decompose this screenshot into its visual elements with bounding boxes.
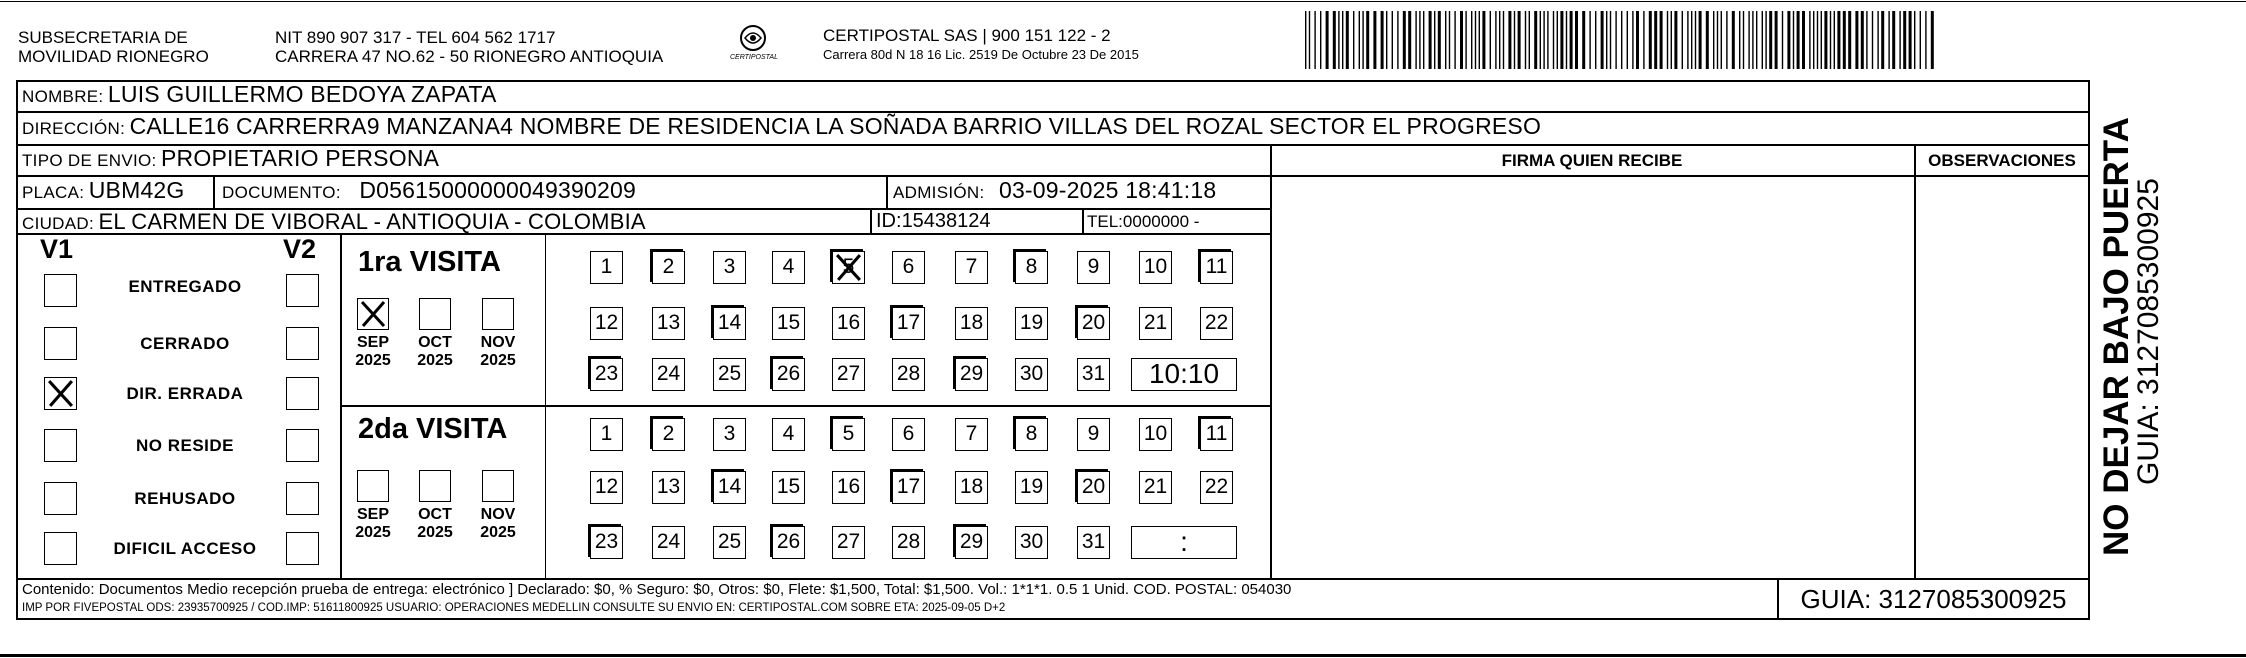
day-box[interactable]: 27: [832, 358, 865, 391]
barcode-bar: [1695, 11, 1696, 69]
day-box[interactable]: 17: [892, 471, 925, 504]
barcode-bar: [1892, 11, 1895, 69]
admission-cell: [893, 177, 1216, 204]
barcode-bar: [1903, 11, 1906, 69]
status-label: DIR. ERRADA: [126, 384, 244, 403]
day-box[interactable]: 28: [892, 358, 925, 391]
divider: [1082, 208, 1084, 233]
day-box[interactable]: 30: [1015, 526, 1048, 559]
barcode-bar: [1861, 11, 1864, 69]
month-year: 2025: [480, 524, 516, 541]
barcode-bar: [1699, 11, 1702, 69]
v2-label: V2: [283, 234, 317, 264]
v1-checkbox[interactable]: [44, 429, 77, 462]
month-checkbox[interactable]: [419, 298, 451, 330]
barcode-bar: [1809, 11, 1810, 69]
v1-checkbox[interactable]: [44, 532, 77, 565]
barcode-bar: [1643, 11, 1644, 69]
id-label: ID:: [876, 210, 902, 232]
top-edge: [0, 1, 2246, 2]
day-box[interactable]: 29: [955, 526, 988, 559]
day-box[interactable]: 22: [1200, 471, 1233, 504]
month-name: SEP: [356, 506, 389, 523]
barcode-bar: [1460, 11, 1463, 69]
month-checkbox[interactable]: [419, 470, 451, 502]
barcode-bar: [1499, 11, 1500, 69]
day-box[interactable]: 6: [892, 418, 925, 451]
barcode-bar: [1914, 11, 1915, 69]
v1-checkbox[interactable]: [44, 482, 77, 515]
barcode-bar: [1756, 11, 1757, 69]
barcode-bar: [1449, 11, 1450, 69]
barcode-bar: [1553, 11, 1554, 69]
barcode-bar: [1834, 11, 1835, 69]
barcode-bar: [1830, 11, 1831, 69]
certipostal-logo: [730, 22, 776, 66]
document-cell: [222, 177, 636, 204]
org-line-1: SUBSECRETARIA DE: [18, 28, 188, 47]
day-box[interactable]: 4: [772, 418, 805, 451]
status-label: REHUSADO: [134, 489, 236, 508]
v1-checkbox[interactable]: [44, 377, 77, 410]
barcode-bar: [1739, 11, 1740, 69]
barcode-bar: [1632, 11, 1633, 69]
barcode-bar: [1787, 11, 1790, 69]
document-label: DOCUMENTO:: [222, 183, 341, 202]
day-box[interactable]: 20: [1077, 307, 1110, 340]
v2-checkbox[interactable]: [286, 327, 319, 360]
day-box[interactable]: 9: [1077, 418, 1110, 451]
barcode-bar: [1490, 11, 1491, 69]
barcode-bar: [1434, 11, 1435, 69]
barcode-bar: [1479, 11, 1480, 69]
day-box[interactable]: 19: [1015, 307, 1048, 340]
send-type-label: TIPO DE ENVIO:: [22, 151, 157, 170]
day-box[interactable]: 19: [1015, 471, 1048, 504]
footer-guia: GUIA: 3127085300925: [1800, 584, 2067, 614]
day-box[interactable]: 25: [713, 526, 746, 559]
recipient-name: LUIS GUILLERMO BEDOYA ZAPATA: [107, 81, 497, 107]
month-year: 2025: [480, 352, 516, 369]
barcode-bar: [1415, 11, 1416, 69]
barcode-bar: [1503, 11, 1504, 69]
barcode-bar: [1888, 11, 1889, 69]
day-box[interactable]: 18: [955, 307, 988, 340]
barcode-bar: [1682, 11, 1683, 69]
day-box[interactable]: 2: [652, 251, 685, 284]
divider: [545, 233, 546, 578]
barcode-bar: [1769, 11, 1772, 69]
day-box[interactable]: 11: [1200, 251, 1233, 284]
month-label: [348, 506, 398, 542]
barcode-bar: [1817, 11, 1818, 69]
barcode-bar: [1333, 11, 1336, 69]
day-box[interactable]: 14: [713, 471, 746, 504]
day-box[interactable]: 16: [832, 471, 865, 504]
barcode-bar: [1373, 11, 1376, 69]
day-box[interactable]: 26: [772, 526, 805, 559]
month-checkbox[interactable]: [482, 470, 514, 502]
barcode-bar: [1925, 11, 1926, 69]
day-box[interactable]: 10: [1139, 418, 1172, 451]
barcode-bar: [1475, 11, 1476, 69]
barcode-bar: [1671, 11, 1672, 69]
barcode-bar: [1305, 11, 1306, 69]
address-label: DIRECCIÓN:: [22, 119, 126, 138]
name-label: NOMBRE:: [22, 87, 104, 106]
id-value: 15438124: [901, 210, 991, 232]
barcode-bar: [1595, 11, 1596, 69]
day-box[interactable]: 5: [832, 418, 865, 451]
day-box[interactable]: 11: [1200, 418, 1233, 451]
barcode-bar: [1397, 11, 1398, 69]
admission-label: ADMISIÓN:: [893, 183, 985, 202]
barcode-bar: [1732, 11, 1735, 69]
day-box[interactable]: 9: [1077, 251, 1110, 284]
month-name: SEP: [356, 334, 389, 351]
barcode-bar: [1403, 11, 1406, 69]
barcode-bar: [1454, 11, 1455, 69]
barcode-bar: [1621, 11, 1622, 69]
divider: [213, 175, 215, 208]
day-box[interactable]: 13: [652, 471, 685, 504]
visit2-title: 2da VISITA: [358, 413, 508, 445]
time-box[interactable]: :: [1131, 526, 1237, 559]
barcode-bar: [1320, 11, 1321, 69]
day-box[interactable]: 24: [652, 526, 685, 559]
v1-checkbox[interactable]: [44, 274, 77, 307]
month-label: [348, 334, 398, 370]
barcode-bar: [1543, 11, 1544, 69]
admission-value: 03-09-2025 18:41:18: [998, 177, 1217, 203]
barcode-bar: [1547, 11, 1548, 69]
barcode-bar: [1782, 11, 1783, 69]
barcode-bar: [1866, 11, 1867, 69]
barcode-bar: [1508, 11, 1511, 69]
day-box[interactable]: 1: [590, 418, 623, 451]
month-label: [473, 506, 523, 542]
barcode-bar: [1381, 11, 1384, 69]
month-year: 2025: [355, 524, 391, 541]
tel-value: 0000000 -: [1122, 212, 1200, 231]
day-box[interactable]: 16: [832, 307, 865, 340]
month-year: 2025: [355, 352, 391, 369]
barcode-bar: [1721, 11, 1722, 69]
barcode-bar: [1717, 11, 1718, 69]
barcode-bar: [1824, 11, 1827, 69]
status-label: CERRADO: [140, 334, 230, 353]
day-box[interactable]: 12: [590, 307, 623, 340]
plate-value: UBM42G: [88, 177, 185, 203]
v2-checkbox[interactable]: [286, 274, 319, 307]
courier-line-1: CERTIPOSTAL SAS | 900 151 122 - 2: [823, 26, 1111, 45]
barcode-bar: [1423, 11, 1424, 69]
barcode-bar: [1899, 11, 1900, 69]
barcode-bar: [1802, 11, 1805, 69]
send-type: PROPIETARIO PERSONA: [161, 145, 440, 171]
barcode-bar: [1765, 11, 1766, 69]
day-box[interactable]: 8: [1015, 418, 1048, 451]
barcode: [1305, 11, 1935, 69]
barcode-bar: [1529, 11, 1530, 69]
barcode-bar: [1525, 11, 1526, 69]
barcode-bar: [1314, 11, 1315, 69]
day-box[interactable]: 13: [652, 307, 685, 340]
address-line: CARRERA 47 NO.62 - 50 RIONEGRO ANTIOQUIA: [275, 47, 664, 66]
org-block: [18, 28, 209, 66]
issuer-block: [275, 28, 663, 66]
barcode-bar: [1482, 11, 1485, 69]
city-value: EL CARMEN DE VIBORAL - ANTIOQUIA - COLOMBIA: [98, 209, 646, 234]
barcode-bar: [1752, 11, 1753, 69]
bottom-edge: [0, 654, 2246, 657]
barcode-bar: [1359, 11, 1360, 69]
barcode-bar: [1909, 11, 1912, 69]
barcode-bar: [1855, 11, 1858, 69]
v2-checkbox[interactable]: [286, 482, 319, 515]
barcode-bar: [1346, 11, 1349, 69]
month-checkbox[interactable]: [482, 298, 514, 330]
barcode-bar: [1408, 11, 1411, 69]
city-cell: [22, 209, 646, 235]
barcode-bar: [1326, 11, 1329, 69]
observations-header: OBSERVACIONES: [1928, 151, 2076, 170]
day-box[interactable]: 30: [1015, 358, 1048, 391]
barcode-bar: [1438, 11, 1441, 69]
month-name: NOV: [480, 334, 516, 351]
barcode-bar: [1654, 11, 1657, 69]
day-box[interactable]: [832, 251, 865, 284]
barcode-bar: [1660, 11, 1663, 69]
day-box[interactable]: 1: [590, 251, 623, 284]
v2-checkbox[interactable]: [286, 532, 319, 565]
barcode-bar: [1691, 11, 1692, 69]
day-box[interactable]: 31: [1077, 526, 1110, 559]
v1-checkbox[interactable]: [44, 327, 77, 360]
barcode-bar: [1636, 11, 1639, 69]
barcode-bar: [1881, 11, 1884, 69]
barcode-bar: [1793, 11, 1794, 69]
barcode-bar: [1342, 11, 1343, 69]
day-box[interactable]: 23: [590, 526, 623, 559]
day-box[interactable]: 21: [1139, 307, 1172, 340]
barcode-bar: [1848, 11, 1851, 69]
barcode-bar: [1649, 11, 1652, 69]
courier-line-2: Carrera 80d N 18 16 Lic. 2519 De Octubre 23 De 2015: [823, 47, 1139, 62]
barcode-bar: [1362, 11, 1363, 69]
barcode-bar: [1589, 11, 1590, 69]
day-box[interactable]: 20: [1077, 471, 1110, 504]
barcode-bar: [1557, 11, 1558, 69]
status-label: DIFICIL ACCESO: [113, 539, 257, 558]
day-box[interactable]: 27: [832, 526, 865, 559]
day-box[interactable]: 23: [590, 358, 623, 391]
tel-cell: [1087, 212, 1199, 232]
barcode-bar: [1471, 11, 1472, 69]
barcode-bar: [1775, 11, 1778, 69]
barcode-bar: [1338, 11, 1339, 69]
month-year: 2025: [417, 352, 453, 369]
month-year: 2025: [417, 524, 453, 541]
barcode-bar: [1610, 11, 1611, 69]
barcode-bar: [1872, 11, 1873, 69]
day-box[interactable]: 2: [652, 418, 685, 451]
divider: [1914, 144, 1916, 578]
plate-cell: [22, 177, 185, 204]
day-box[interactable]: 10: [1139, 251, 1172, 284]
barcode-bar: [1601, 11, 1604, 69]
barcode-bar: [1797, 11, 1800, 69]
recipient-address: CALLE16 CARRERRA9 MANZANA4 NOMBRE DE RESIDENCIA LA SOÑADA BARRIO VILLAS DEL ROZAL SECTOR EL PROGRESO: [129, 113, 1542, 139]
send-type-row: [22, 145, 439, 172]
barcode-bar: [1540, 11, 1541, 69]
barcode-bar: [1667, 11, 1668, 69]
month-name: NOV: [480, 506, 516, 523]
visit1-title: 1ra VISITA: [358, 246, 501, 278]
day-box[interactable]: 12: [590, 471, 623, 504]
day-box[interactable]: 24: [652, 358, 685, 391]
day-box[interactable]: 31: [1077, 358, 1110, 391]
time-box[interactable]: 10:10: [1131, 358, 1237, 391]
barcode-bar: [1575, 11, 1578, 69]
barcode-bar: [1534, 11, 1537, 69]
barcode-bar: [1429, 11, 1432, 69]
day-box[interactable]: 7: [955, 418, 988, 451]
barcode-bar: [1713, 11, 1714, 69]
barcode-bar: [1514, 11, 1515, 69]
barcode-bar: [1687, 11, 1688, 69]
nit-line: NIT 890 907 317 - TEL 604 562 1717: [275, 28, 556, 47]
barcode-bar: [1392, 11, 1393, 69]
barcode-bar: [1674, 11, 1677, 69]
month-checkbox[interactable]: [357, 298, 389, 330]
address-row: [22, 113, 1541, 140]
plate-label: PLACA:: [22, 183, 85, 202]
divider: [886, 175, 888, 208]
barcode-bar: [1419, 11, 1420, 69]
day-box[interactable]: 22: [1200, 307, 1233, 340]
month-label: [410, 334, 460, 370]
day-box[interactable]: 29: [955, 358, 988, 391]
day-box[interactable]: 7: [955, 251, 988, 284]
barcode-bar: [1627, 11, 1628, 69]
barcode-bar: [1843, 11, 1846, 69]
side-guia: GUIA: 3127085300925: [2132, 178, 2165, 485]
barcode-bar: [1743, 11, 1744, 69]
day-box[interactable]: 4: [772, 251, 805, 284]
day-box[interactable]: 6: [892, 251, 925, 284]
day-box[interactable]: 3: [713, 251, 746, 284]
barcode-bar: [1518, 11, 1521, 69]
status-label: ENTREGADO: [128, 277, 242, 296]
barcode-bar: [1465, 11, 1466, 69]
city-label: CIUDAD:: [22, 214, 94, 233]
v1-label: V1: [40, 234, 74, 264]
day-box[interactable]: 14: [713, 307, 746, 340]
day-box[interactable]: 17: [892, 307, 925, 340]
barcode-bar: [1445, 11, 1446, 69]
barcode-bar: [1309, 11, 1310, 69]
tel-label: TEL:: [1087, 212, 1123, 231]
barcode-bar: [1386, 11, 1387, 69]
month-name: OCT: [418, 334, 452, 351]
barcode-bar: [1726, 11, 1727, 69]
name-row: [22, 81, 497, 108]
divider: [870, 208, 872, 233]
barcode-bar: [1762, 11, 1763, 69]
barcode-bar: [1353, 11, 1354, 69]
day-box[interactable]: 26: [772, 358, 805, 391]
logo-text: CERTIPOSTAL: [730, 54, 778, 61]
month-checkbox[interactable]: [357, 470, 389, 502]
day-number: 5: [842, 255, 855, 278]
v2-checkbox[interactable]: [286, 429, 319, 462]
barcode-bar: [1813, 11, 1814, 69]
month-label: [410, 506, 460, 542]
barcode-bar: [1560, 11, 1563, 69]
barcode-bar: [1920, 11, 1921, 69]
divider: [1270, 175, 2090, 177]
barcode-bar: [1366, 11, 1369, 69]
side-notice: NO DEJAR BAJO PUERTA: [2097, 117, 2136, 556]
day-box[interactable]: 15: [772, 471, 805, 504]
month-name: OCT: [418, 506, 452, 523]
barcode-bar: [1582, 11, 1585, 69]
day-box[interactable]: 15: [772, 307, 805, 340]
barcode-bar: [1748, 11, 1749, 69]
day-box[interactable]: 18: [955, 471, 988, 504]
barcode-bar: [1570, 11, 1573, 69]
id-cell: [876, 210, 991, 233]
barcode-bar: [1495, 11, 1496, 69]
divider: [340, 405, 1270, 407]
day-box[interactable]: 3: [713, 418, 746, 451]
v2-checkbox[interactable]: [286, 377, 319, 410]
barcode-bar: [1877, 11, 1878, 69]
barcode-bar: [1615, 11, 1616, 69]
courier-block: [823, 26, 1139, 63]
signature-header: FIRMA QUIEN RECIBE: [1501, 151, 1683, 170]
barcode-bar: [1821, 11, 1822, 69]
barcode-bar: [1606, 11, 1607, 69]
barcode-bar: [1706, 11, 1709, 69]
day-box[interactable]: 28: [892, 526, 925, 559]
document-value: D05615000000049390209: [359, 177, 636, 203]
month-label: [473, 334, 523, 370]
footer-line-1: Contenido: Documentos Medio recepción prueba de entrega: electrónico ] Declarado: $0, % Seguro: $0, Otros: $0, Flete: $1,500, Total: $1,500. Vol.: 1*1*1. 0.5 1 Unid. COD. POSTAL: 054030: [22, 581, 1292, 598]
barcode-bar: [1566, 11, 1567, 69]
footer-line-2: IMP POR FIVEPOSTAL ODS: 23935700925 / COD.IMP: 51611800925 USUARIO: OPERACIONES MEDELLIN CONSULTE SU ENVIO EN: CERTIPOSTAL.COM SOBRE ETA: 2025-09-05 D+2: [22, 602, 1006, 614]
day-box[interactable]: 8: [1015, 251, 1048, 284]
barcode-bar: [1837, 11, 1840, 69]
status-label: NO RESIDE: [135, 436, 235, 455]
day-box[interactable]: 21: [1139, 471, 1172, 504]
divider: [1270, 144, 1272, 578]
org-line-2: MOVILIDAD RIONEGRO: [18, 47, 209, 66]
barcode-bar: [1931, 11, 1934, 69]
day-box[interactable]: 25: [713, 358, 746, 391]
